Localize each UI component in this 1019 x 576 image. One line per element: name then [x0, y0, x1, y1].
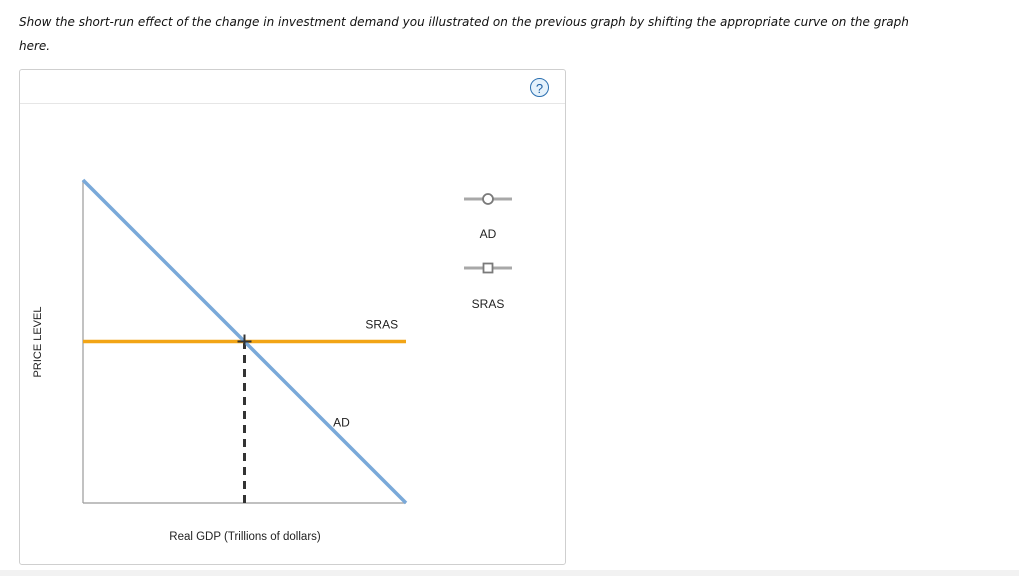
ad-curve-label: AD: [333, 415, 350, 430]
question-line-1: Show the short-run effect of the change in investment demand you illustrated on the previous graph by shifting the appropriate curve on the graph: [19, 15, 909, 29]
x-axis-label: Real GDP (Trillions of dollars): [169, 531, 321, 543]
sras-tool-label: SRAS: [471, 297, 505, 311]
sras-curve-label: SRAS: [365, 317, 399, 332]
ad-tool-circle-icon[interactable]: [483, 194, 493, 204]
ad-tool[interactable]: [464, 194, 512, 241]
help-icon[interactable]: ?: [530, 78, 549, 97]
y-axis-label: PRICE LEVEL: [32, 306, 44, 378]
page-footer-strip: [0, 570, 1019, 576]
ad-tool-label: AD: [479, 227, 497, 241]
ad-as-graph[interactable]: [20, 70, 565, 564]
question-line-2: here.: [19, 39, 51, 53]
sras-tool[interactable]: [464, 264, 512, 312]
sras-tool-square-icon[interactable]: [484, 264, 493, 273]
graph-panel: [19, 69, 566, 565]
question-text: [19, 10, 979, 58]
